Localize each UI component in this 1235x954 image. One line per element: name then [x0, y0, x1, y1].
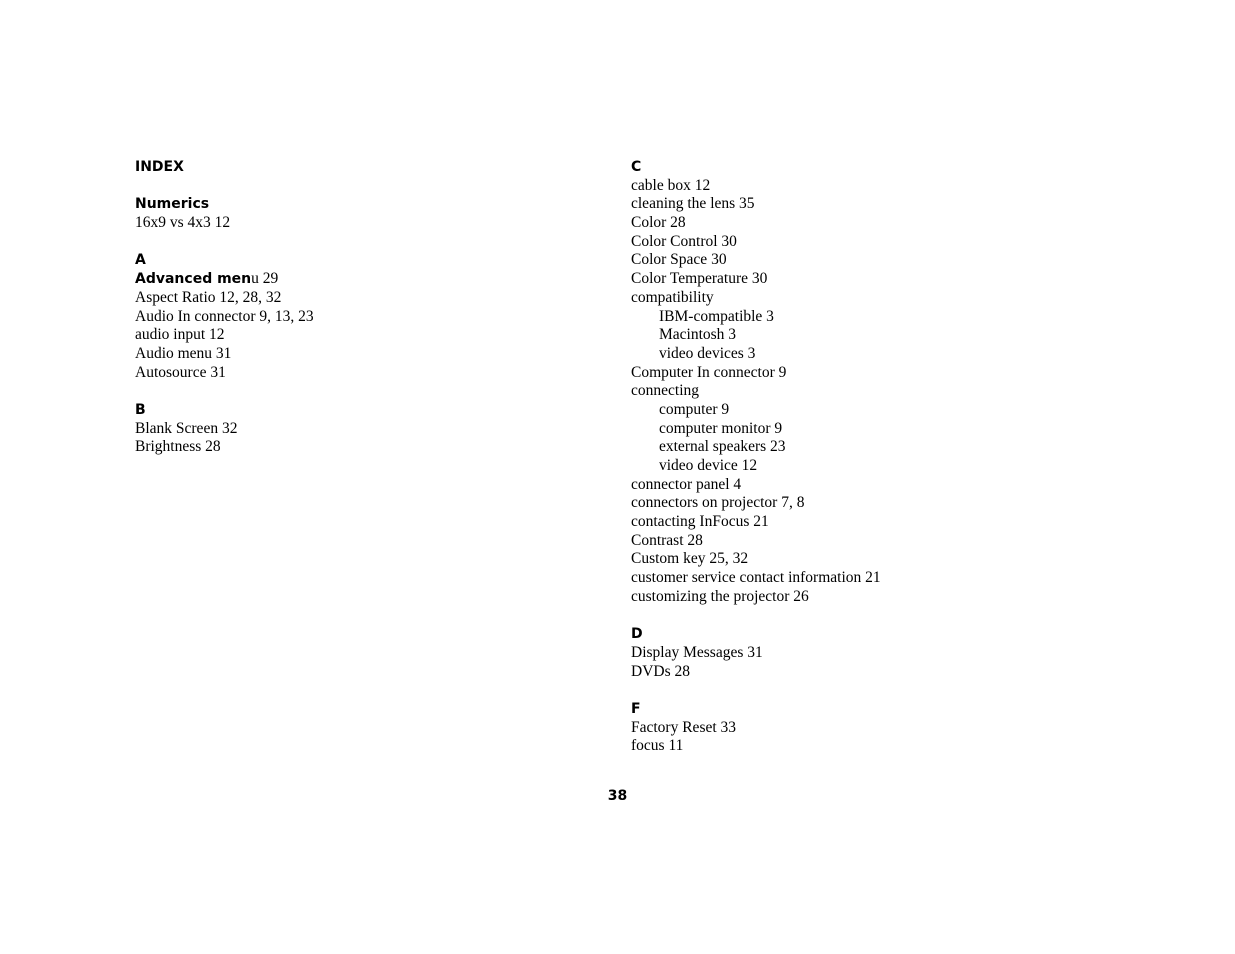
index-subentry: Macintosh 3: [659, 326, 737, 344]
index-entry: Aspect Ratio 12, 28, 32: [135, 288, 282, 306]
section-heading-a: A: [135, 252, 146, 269]
index-entry: Audio In connector 9, 13, 23: [135, 307, 314, 325]
index-entry: focus 11: [631, 737, 684, 755]
spacer: [631, 681, 1071, 700]
index-entry: compatibility: [631, 288, 714, 306]
index-entry: 16x9 vs 4x3 12: [135, 214, 231, 232]
section-heading-numerics: Numerics: [135, 196, 210, 213]
index-entry: audio input 12: [135, 326, 225, 344]
index-subentry: computer monitor 9: [659, 419, 783, 437]
index-entry: Display Messages 31: [631, 643, 763, 661]
index-entry: Audio menu 31: [135, 344, 232, 362]
index-right-column: [631, 158, 1071, 756]
index-title: INDEX: [135, 159, 184, 175]
index-entry: Color Temperature 30: [631, 270, 768, 288]
spacer: [135, 177, 555, 196]
index-entry: connector panel 4: [631, 475, 742, 493]
index-entry: Computer In connector 9: [631, 363, 787, 381]
section-heading-f: F: [631, 700, 641, 717]
index-subentry: video device 12: [659, 457, 758, 474]
section-heading-c: C: [631, 159, 642, 175]
index-entry: Contrast 28: [631, 531, 703, 549]
index-entry: Color 28: [631, 214, 686, 232]
index-entry: customizing the projector 26: [631, 587, 809, 605]
index-entry: DVDs 28: [631, 662, 690, 680]
index-entry: Custom key 25, 32: [631, 550, 749, 568]
index-entry: connectors on projector 7, 8: [631, 494, 805, 512]
index-entry-advanced-menu: [135, 270, 555, 289]
index-entry: Color Space 30: [631, 251, 727, 269]
page-number: 38: [607, 788, 628, 804]
index-subentry: video devices 3: [659, 344, 756, 362]
index-entry: Factory Reset 33: [631, 718, 737, 736]
index-entry: Blank Screen 32: [135, 419, 238, 437]
index-entry: cable box 12: [631, 176, 711, 194]
index-entry-bold-part: Advanced men: [135, 271, 252, 288]
spacer: [135, 233, 555, 252]
index-entry: customer service contact information 21: [631, 569, 881, 587]
spacer: [631, 607, 1071, 626]
index-entry: cleaning the lens 35: [631, 195, 755, 213]
index-entry: Autosource 31: [135, 363, 226, 381]
index-left-column: [135, 158, 555, 457]
section-heading-d: D: [631, 626, 643, 643]
index-entry-rest-part: u 29: [251, 270, 279, 288]
index-entry: Color Control 30: [631, 232, 737, 250]
index-entry: contacting InFocus 21: [631, 513, 769, 531]
index-subentry: IBM-compatible 3: [659, 307, 774, 325]
spacer: [135, 382, 555, 401]
index-entry: Brightness 28: [135, 438, 221, 456]
index-subentry: computer 9: [659, 400, 730, 418]
section-heading-b: B: [135, 401, 146, 418]
index-entry: connecting: [631, 382, 700, 400]
index-subentry: external speakers 23: [659, 438, 786, 456]
